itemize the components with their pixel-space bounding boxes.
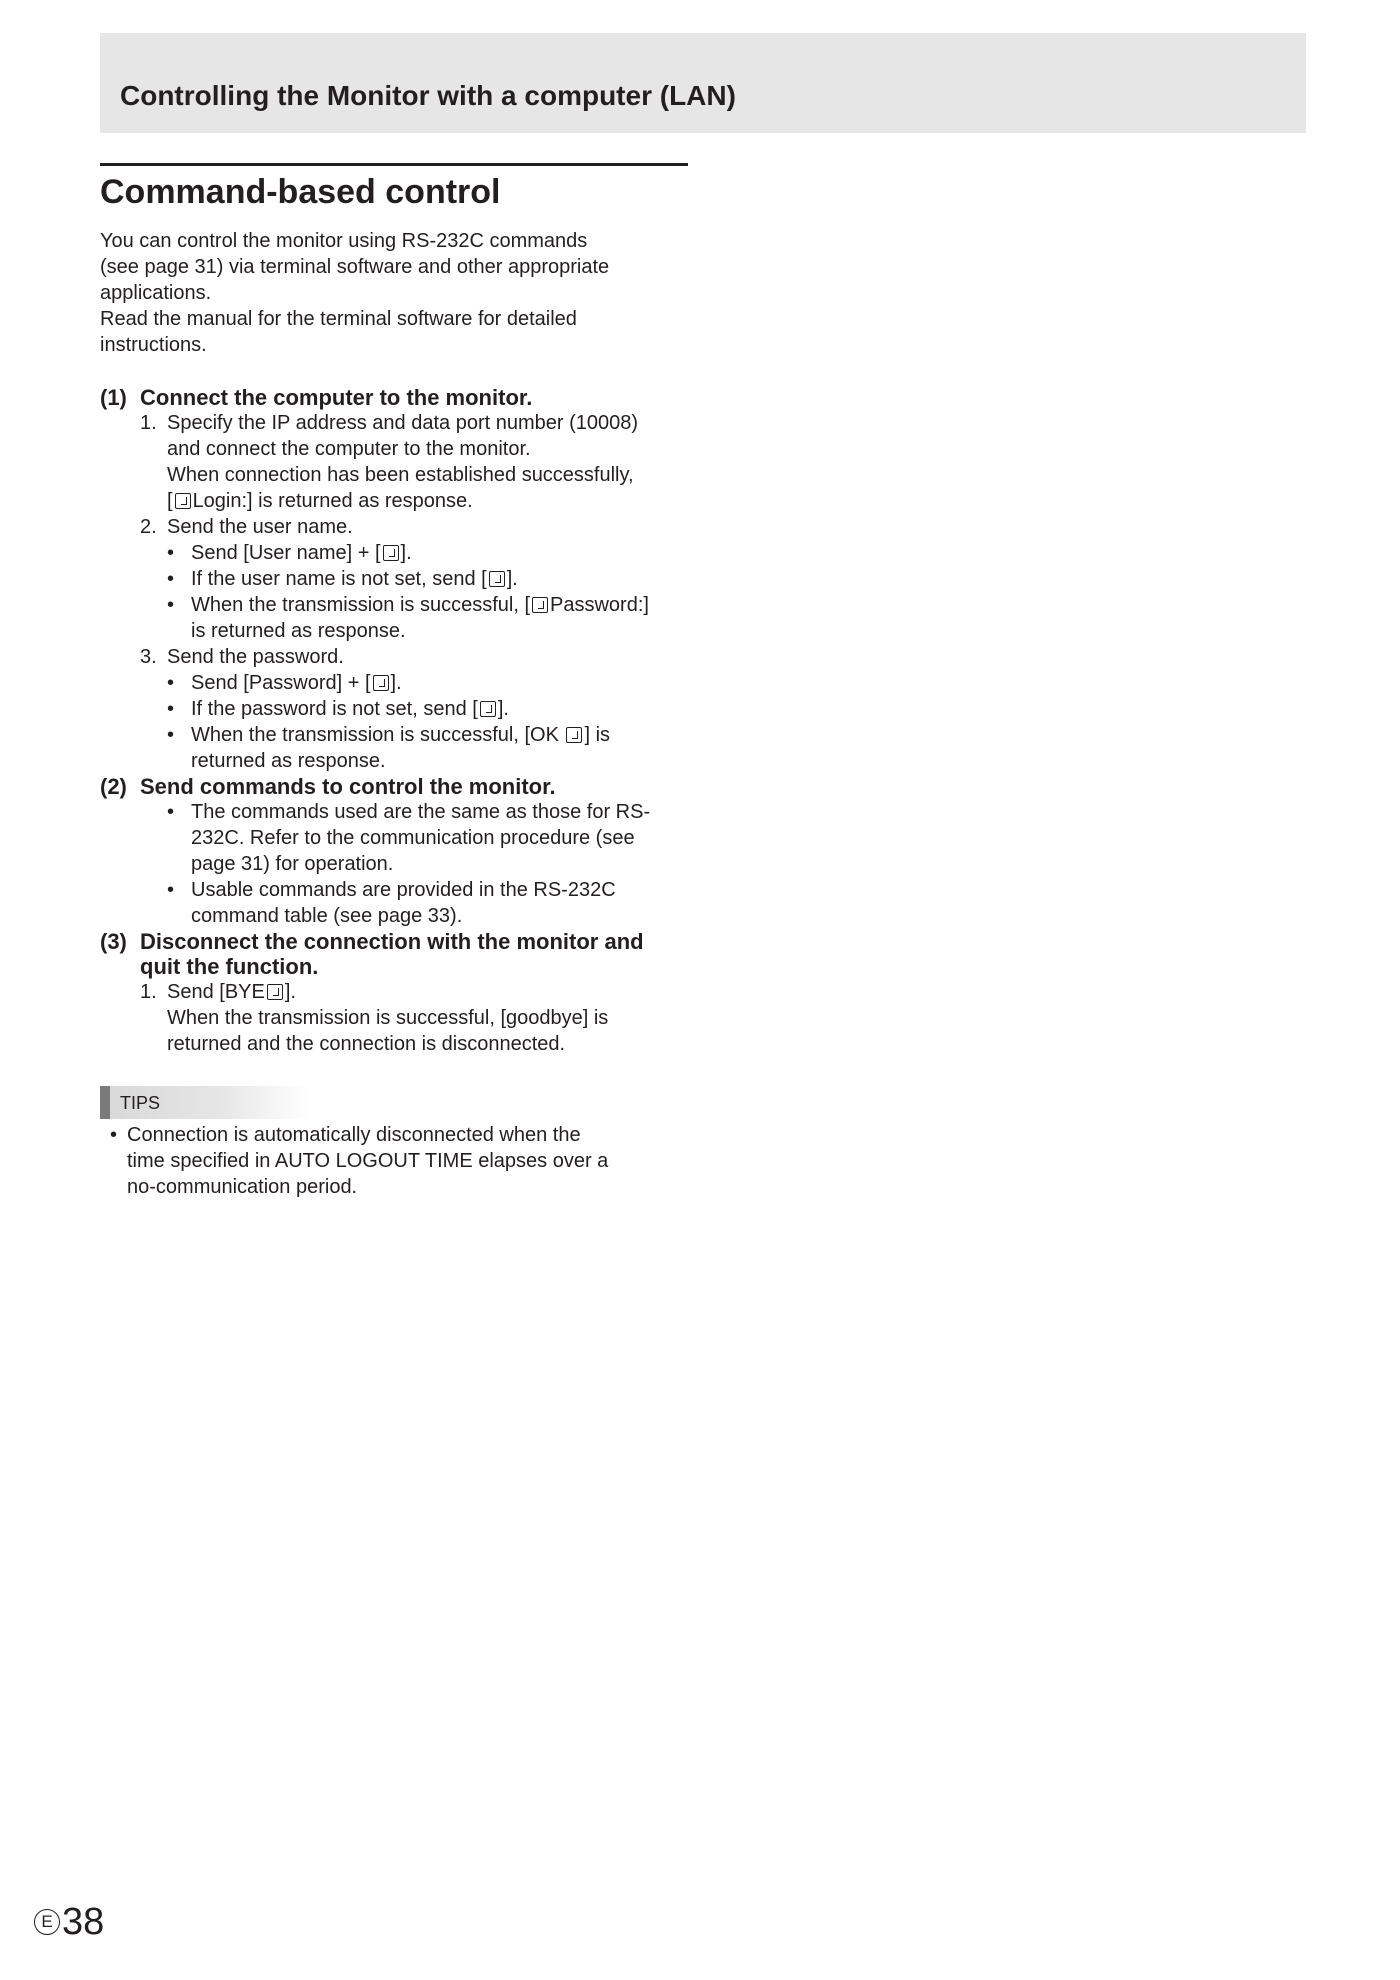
item-line: page 31) for operation. [191,853,394,875]
item-number: 2. [140,516,157,538]
step-3-heading [100,929,688,979]
step-1-item-1 [100,410,688,514]
tips-list [100,1122,660,1200]
bullet-dot: • [167,724,175,746]
bullet-item [100,877,688,929]
step-title [140,929,644,979]
text-fragment: If the password is not set, send [ [191,698,478,720]
bullet-dot: • [167,594,175,616]
intro-paragraph [100,228,688,358]
step-title-line: Send commands to control the monitor. [140,774,556,799]
bullet-text [191,670,402,696]
bullet-text [191,799,650,877]
language-mark-icon: E [34,1909,60,1935]
bullet-dot: • [167,568,175,590]
bullet-dot: • [167,698,175,720]
tips-line: no-communication period. [127,1176,358,1198]
bullet-dot: • [167,801,175,823]
step-1-item-2 [100,514,688,540]
tips-line: time specified in AUTO LOGOUT TIME elapses over a [127,1150,609,1172]
step-number: (1) [100,385,127,410]
item-text [167,644,344,670]
bullet-dot: • [167,879,175,901]
tips-line: Connection is automatically disconnected when the [127,1124,581,1146]
section-rule [100,163,688,166]
step-title-line: Connect the computer to the monitor. [140,385,533,410]
text-fragment: Send [BYE [167,981,265,1003]
text-fragment: ]. [497,698,509,720]
text-fragment: [ [167,490,173,512]
tips-header [100,1086,310,1119]
enter-key-icon [566,727,582,743]
page-header-title: Controlling the Monitor with a computer (LAN) [120,80,736,111]
text-fragment: If the user name is not set, send [ [191,568,487,590]
item-line: returned as response. [191,750,386,772]
bullet-item [100,722,688,774]
step-title-line: Disconnect the connection with the monitor and [140,929,644,954]
item-line [167,488,638,514]
page-number: 38 [62,1901,105,1943]
item-line: The commands used are the same as those for RS- [191,801,651,823]
item-text [167,514,353,540]
text-fragment: ]. [506,568,518,590]
bullet-item [100,592,688,644]
bullet-text [191,566,518,592]
text-fragment: Send [Password] + [ [191,672,371,694]
text-fragment: When the transmission is successful, [ [191,594,531,616]
item-text [167,410,638,514]
bullet-text [191,722,610,774]
item-line: returned and the connection is disconnected. [167,1033,566,1055]
bullet-text [191,696,509,722]
section-title: Command-based control [100,173,501,211]
intro-line: applications. [100,282,212,304]
bullet-text [191,540,412,566]
bullet-text [191,592,649,644]
bullet-text [191,877,616,929]
text-fragment: ]. [390,672,402,694]
item-line: and connect the computer to the monitor. [167,438,531,460]
enter-key-icon [489,571,505,587]
step-title [140,385,532,410]
step-title-line: quit the function. [140,954,319,979]
bullet-dot: • [109,1124,117,1146]
enter-key-icon [383,545,399,561]
text-fragment: ]. [284,981,296,1003]
item-number: 1. [140,981,157,1003]
text-fragment: ] is [584,724,611,746]
item-line: command table (see page 33). [191,905,463,927]
bullet-dot: • [167,542,175,564]
text-fragment: ]. [400,542,412,564]
text-fragment: When the transmission is successful, [OK [191,724,565,746]
enter-key-icon [373,675,389,691]
text-fragment: Password:] [550,594,649,616]
step-title [140,774,556,799]
bullet-item [100,540,688,566]
enter-key-icon [175,493,191,509]
intro-line: Read the manual for the terminal software for detailed [100,308,577,330]
item-line: Send the user name. [167,516,353,538]
bullet-item [100,799,688,877]
bullet-item [100,670,688,696]
enter-key-icon [267,984,283,1000]
item-line: Send the password. [167,646,344,668]
item-line: 232C. Refer to the communication procedure (see [191,827,635,849]
enter-key-icon [480,701,496,717]
main-column [100,163,688,1057]
step-number: (2) [100,774,127,799]
text-fragment: Login:] is returned as response. [192,490,473,512]
intro-line: (see page 31) via terminal software and other appropriate [100,256,610,278]
step-3-item-1 [100,979,688,1057]
header-band [100,33,1306,133]
bullet-item [100,696,688,722]
bullet-item [100,566,688,592]
intro-line: You can control the monitor using RS-232C commands [100,230,588,252]
step-number: (3) [100,929,127,954]
tips-text [127,1122,608,1200]
item-line: When connection has been established successfully, [167,464,634,486]
item-number: 1. [140,412,157,434]
item-text [167,979,608,1057]
item-line: Specify the IP address and data port number (10008) [167,412,639,434]
tips-item [100,1122,660,1200]
page-footer [34,1902,104,1942]
tips-label: TIPS [120,1093,161,1113]
text-fragment: Send [User name] + [ [191,542,381,564]
item-number: 3. [140,646,157,668]
bullet-dot: • [167,672,175,694]
item-line: is returned as response. [191,620,406,642]
intro-line: instructions. [100,334,207,356]
enter-key-icon [532,597,548,613]
item-line: Usable commands are provided in the RS-232C [191,879,616,901]
step-2-heading [100,774,688,799]
step-1-item-3 [100,644,688,670]
item-line: When the transmission is successful, [goodbye] is [167,1007,609,1029]
steps-list [100,385,688,1057]
step-1-heading [100,385,688,410]
